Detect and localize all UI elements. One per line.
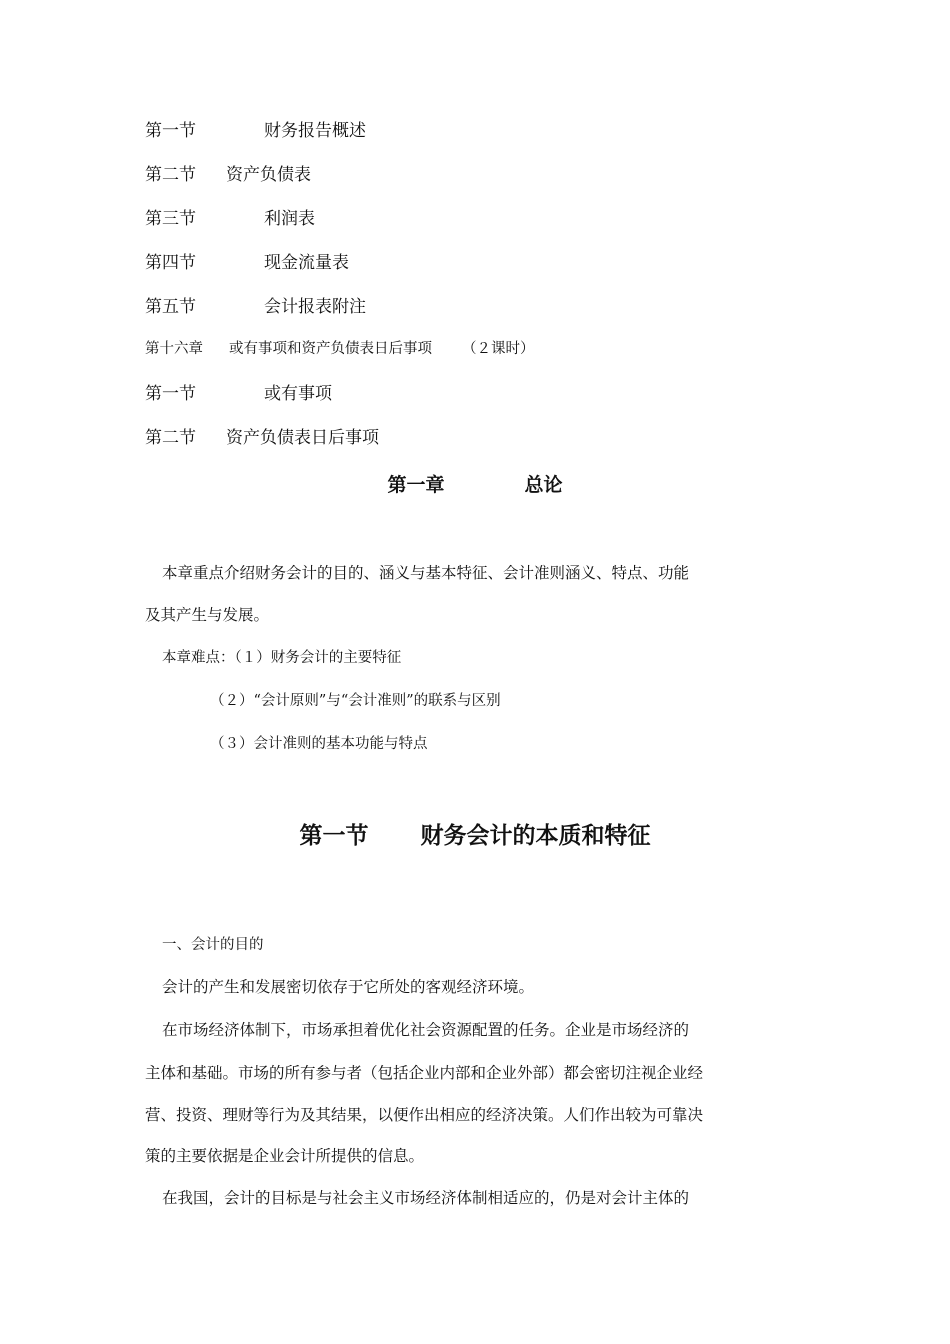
toc-num: 第四节	[145, 253, 196, 273]
toc-title: 现金流量表	[264, 253, 349, 273]
toc-item	[145, 423, 379, 448]
section-title: 财务会计的本质和特征	[420, 822, 651, 849]
intro-paragraph-cont: 及其产生与发展。	[145, 606, 270, 624]
toc-title: 利润表	[264, 209, 315, 229]
toc-num: 第五节	[145, 297, 196, 317]
toc-item	[145, 116, 366, 141]
section-heading	[0, 817, 950, 850]
body-line: 主体和基础。市场的所有参与者（包括企业内部和企业外部）都会密切注视企业经	[145, 1064, 704, 1082]
intro-paragraph: 本章重点介绍财务会计的目的、涵义与基本特征、会计准则涵义、特点、功能	[162, 564, 690, 582]
body-line: 在市场经济体制下，市场承担着优化社会资源配置的任务。企业是市场经济的	[162, 1021, 690, 1039]
body-line: 策的主要依据是企业会计所提供的信息。	[145, 1147, 425, 1165]
toc-item	[145, 160, 311, 185]
toc-num: 第三节	[145, 209, 196, 229]
toc-title: 会计报表附注	[264, 297, 366, 317]
toc-title: 或有事项	[264, 384, 332, 404]
toc-num: 第一节	[145, 384, 196, 404]
toc-item	[145, 248, 349, 273]
toc-item	[145, 204, 315, 229]
difficulty-3: （３）会计准则的基本功能与特点	[210, 736, 428, 752]
body-line: 会计的产生和发展密切依存于它所处的客观经济环境。	[162, 978, 535, 996]
toc-title: 资产负债表	[226, 165, 311, 185]
toc-title: 或有事项和资产负债表日后事项	[229, 341, 432, 357]
toc-item	[145, 292, 366, 317]
toc-item	[145, 379, 332, 404]
chapter-heading	[0, 470, 950, 497]
toc-chapter-item	[145, 337, 535, 358]
toc-title: 财务报告概述	[264, 121, 366, 141]
difficulty-2: （２）“会计原则”与“会计准则”的联系与区别	[210, 693, 501, 709]
difficulty-1: 本章难点：（１）财务会计的主要特征	[162, 650, 402, 666]
toc-num: 第二节	[145, 428, 196, 448]
body-line: 营、投资、理财等行为及其结果，以便作出相应的经济决策。人们作出较为可靠决	[145, 1106, 704, 1124]
toc-num: 第一节	[145, 121, 196, 141]
toc-num: 第十六章	[145, 341, 203, 357]
subheading: 一、会计的目的	[162, 937, 264, 953]
body-line: 在我国，会计的目标是与社会主义市场经济体制相适应的，仍是对会计主体的	[162, 1189, 690, 1207]
toc-num: 第二节	[145, 165, 196, 185]
toc-title: 资产负债表日后事项	[226, 428, 379, 448]
chapter-num: 第一章	[387, 474, 445, 496]
section-num: 第一节	[299, 822, 369, 849]
chapter-title: 总论	[524, 474, 563, 496]
toc-hours: （２课时）	[462, 341, 535, 357]
